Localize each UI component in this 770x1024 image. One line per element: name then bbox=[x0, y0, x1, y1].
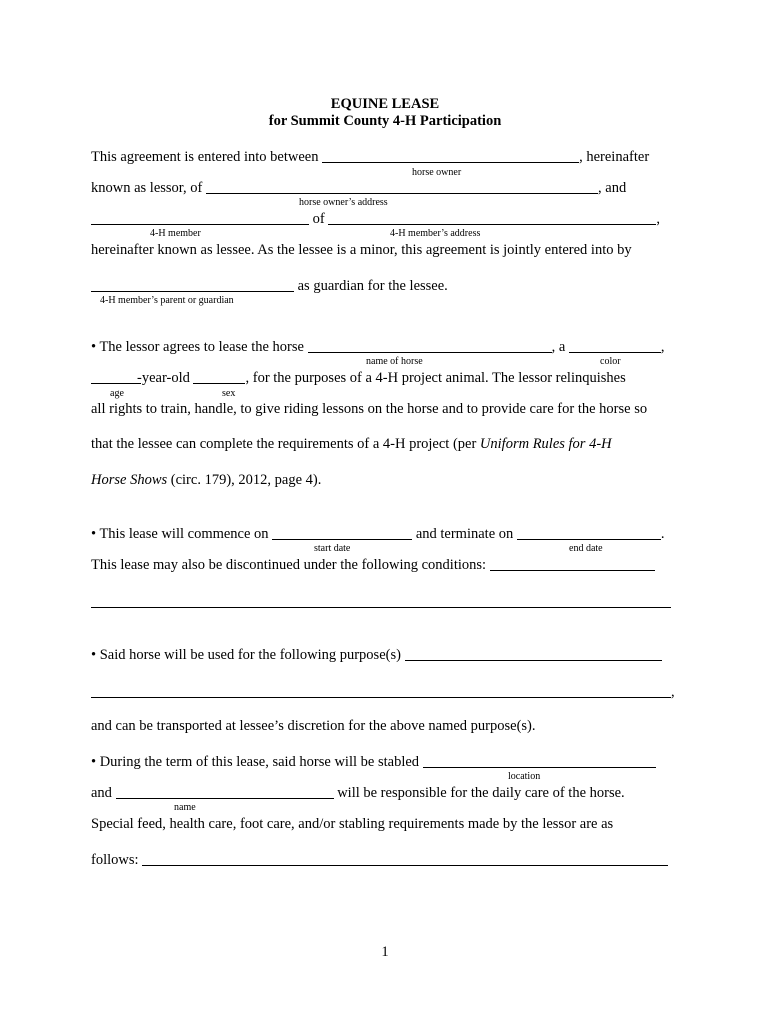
member-address-blank[interactable] bbox=[328, 212, 656, 225]
caretaker-text: will be responsible for the daily care of the horse. bbox=[337, 785, 625, 801]
comma-text: , bbox=[671, 684, 675, 700]
document-subtitle: for Summit County 4-H Participation bbox=[268, 113, 502, 129]
age-blank[interactable] bbox=[91, 371, 141, 384]
discontinued-text: This lease may also be discontinued under the following conditions: bbox=[91, 557, 487, 573]
period-text: . bbox=[660, 526, 665, 542]
end-date-blank[interactable] bbox=[517, 527, 661, 540]
a-text: , a bbox=[551, 339, 566, 355]
conditions-blank[interactable] bbox=[490, 558, 655, 571]
horse-shows-text: Horse Shows bbox=[91, 472, 168, 488]
lease-horse-line bbox=[91, 340, 665, 355]
requirements-text: that the lessee can complete the requirements of a 4-H project (per bbox=[91, 436, 480, 452]
lessor-text: known as lessor, of bbox=[91, 180, 203, 196]
agreement-line-1 bbox=[91, 150, 649, 165]
color-caption: color bbox=[600, 356, 621, 367]
purpose-blank[interactable] bbox=[405, 648, 662, 661]
member-caption: 4-H member bbox=[150, 228, 201, 239]
requirements-line bbox=[91, 437, 612, 452]
sex-caption: sex bbox=[222, 388, 236, 399]
terminate-text: and terminate on bbox=[415, 526, 514, 542]
age-caption: age bbox=[110, 388, 124, 399]
caretaker-name-caption: name bbox=[174, 802, 196, 813]
member-address-caption: 4-H member’s address bbox=[390, 228, 481, 239]
end-date-caption: end date bbox=[569, 543, 603, 554]
stabled-line bbox=[91, 755, 656, 770]
agreement-line-3 bbox=[91, 212, 660, 227]
commence-text: • This lease will commence on bbox=[91, 526, 269, 542]
sex-blank[interactable] bbox=[193, 371, 245, 384]
owner-address-caption: horse owner’s address bbox=[299, 197, 388, 208]
purpose-text: , for the purposes of a 4-H project animal. The lessor relinquishes bbox=[245, 370, 626, 386]
conditions-line-2 bbox=[91, 595, 671, 610]
page-number: 1 bbox=[381, 944, 389, 960]
horse-owner-blank[interactable] bbox=[322, 150, 579, 163]
document-title: EQUINE LEASE bbox=[330, 96, 440, 112]
purpose-line-2 bbox=[91, 685, 675, 700]
year-old-text: -year-old bbox=[137, 370, 190, 386]
agreement-line-2 bbox=[91, 181, 626, 196]
transport-line: and can be transported at lessee’s discretion for the above named purpose(s). bbox=[91, 718, 536, 734]
discontinued-line bbox=[91, 558, 655, 573]
horse-owner-caption: horse owner bbox=[412, 167, 462, 178]
purpose-text: • Said horse will be used for the following purpose(s) bbox=[91, 647, 401, 663]
comma-text: , bbox=[656, 211, 660, 227]
horse-name-caption: name of horse bbox=[366, 356, 423, 367]
follows-line bbox=[91, 853, 668, 868]
commence-line bbox=[91, 527, 665, 542]
follows-text: follows: bbox=[91, 852, 139, 868]
and-text: , and bbox=[598, 180, 627, 196]
uniform-rules-text: Uniform Rules for 4-H bbox=[479, 436, 612, 452]
purpose-blank-2[interactable] bbox=[91, 685, 671, 698]
and-text: and bbox=[91, 785, 112, 801]
hereinafter-text: , hereinafter bbox=[579, 149, 650, 165]
member-blank[interactable] bbox=[91, 212, 309, 225]
agreement-line-4: hereinafter known as lessee. As the lessee is a minor, this agreement is jointly entered into by bbox=[91, 242, 632, 258]
purpose-line bbox=[91, 648, 662, 663]
conditions-blank-2[interactable] bbox=[91, 595, 671, 608]
guardian-text: as guardian for the lessee. bbox=[297, 278, 448, 294]
guardian-caption: 4-H member’s parent or guardian bbox=[100, 295, 234, 306]
owner-address-blank[interactable] bbox=[206, 181, 598, 194]
guardian-blank[interactable] bbox=[91, 279, 294, 292]
comma-text: , bbox=[660, 339, 665, 355]
caretaker-name-blank[interactable] bbox=[116, 786, 334, 799]
rights-line: all rights to train, handle, to give riding lessons on the horse and to provide care for the horse so bbox=[91, 401, 648, 417]
age-sex-line bbox=[91, 371, 626, 386]
caretaker-line bbox=[91, 786, 625, 801]
circular-text: (circ. 179), 2012, page 4). bbox=[167, 472, 322, 488]
horse-name-blank[interactable] bbox=[308, 340, 552, 353]
special-feed-line: Special feed, health care, foot care, and/or stabling requirements made by the lessor are as bbox=[91, 816, 614, 832]
location-blank[interactable] bbox=[423, 755, 656, 768]
location-caption: location bbox=[508, 771, 541, 782]
requirements-blank[interactable] bbox=[142, 853, 668, 866]
stabled-text: • During the term of this lease, said horse will be stabled bbox=[91, 754, 420, 770]
agreement-text: This agreement is entered into between bbox=[91, 149, 319, 165]
agreement-line-5 bbox=[91, 279, 448, 294]
color-blank[interactable] bbox=[569, 340, 661, 353]
of-text: of bbox=[312, 211, 325, 227]
start-date-caption: start date bbox=[314, 543, 351, 554]
start-date-blank[interactable] bbox=[272, 527, 412, 540]
lease-horse-text: • The lessor agrees to lease the horse bbox=[91, 339, 304, 355]
circular-line bbox=[91, 473, 321, 488]
